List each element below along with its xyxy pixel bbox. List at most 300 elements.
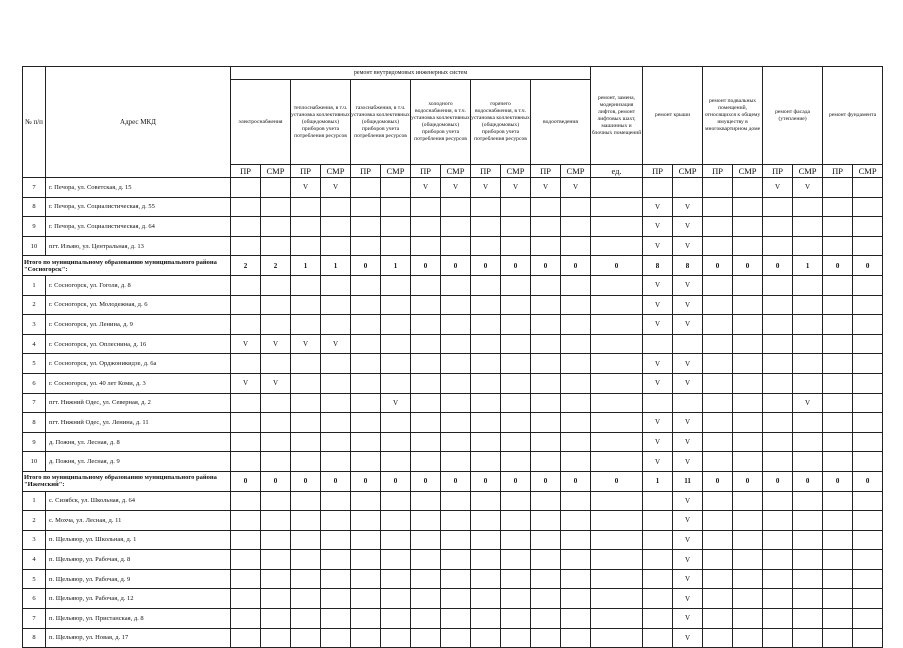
mark-cell xyxy=(291,275,321,295)
total-value-cell: 0 xyxy=(591,471,643,491)
mark-cell xyxy=(381,178,411,198)
mark-cell xyxy=(501,569,531,589)
row-number: 3 xyxy=(23,315,46,335)
address-cell: г. Сосногорск, ул. Гоголя, д. 8 xyxy=(46,275,231,295)
mark-cell xyxy=(351,275,381,295)
row-number: 1 xyxy=(23,491,46,511)
table-row xyxy=(23,530,883,550)
mark-cell xyxy=(591,609,643,629)
mark-cell xyxy=(793,373,823,393)
total-value-cell: 0 xyxy=(411,471,441,491)
mark-cell xyxy=(853,550,883,570)
mark-cell xyxy=(853,413,883,433)
mark-cell: V xyxy=(673,530,703,550)
mark-cell xyxy=(501,315,531,335)
mark-cell xyxy=(703,530,733,550)
mark-cell xyxy=(531,511,561,531)
mark-cell xyxy=(501,373,531,393)
mark-cell xyxy=(411,628,441,648)
row-number: 2 xyxy=(23,511,46,531)
mark-cell xyxy=(733,569,763,589)
total-value-cell: 0 xyxy=(591,256,643,276)
row-number: 4 xyxy=(23,550,46,570)
mark-cell xyxy=(291,452,321,472)
total-value-cell: 0 xyxy=(823,471,853,491)
mark-cell xyxy=(231,530,261,550)
mark-cell xyxy=(471,432,501,452)
table-row xyxy=(23,452,883,472)
mark-cell: V xyxy=(673,452,703,472)
mark-cell xyxy=(733,413,763,433)
mark-cell xyxy=(321,609,351,629)
total-value-cell: 0 xyxy=(261,471,291,491)
total-value-cell: 0 xyxy=(321,471,351,491)
mark-cell xyxy=(351,609,381,629)
mark-cell xyxy=(561,530,591,550)
mark-cell xyxy=(591,530,643,550)
mark-cell xyxy=(531,217,561,237)
mark-cell xyxy=(561,550,591,570)
mark-cell xyxy=(231,178,261,198)
mark-cell xyxy=(853,569,883,589)
mark-cell: V xyxy=(321,334,351,354)
mark-cell xyxy=(733,511,763,531)
mark-cell xyxy=(561,569,591,589)
mark-cell xyxy=(351,334,381,354)
foundation-header: ремонт фундамента xyxy=(823,67,883,165)
mark-cell: V xyxy=(673,491,703,511)
mark-cell xyxy=(591,589,643,609)
mark-cell xyxy=(291,589,321,609)
total-value-cell: 1 xyxy=(321,256,351,276)
mark-cell xyxy=(733,609,763,629)
lift-header: ремонт, замена, модернизация лифтов, ремонт лифтовых шахт, машинных и блочных помещений xyxy=(591,67,643,165)
mark-cell: V xyxy=(471,178,501,198)
mark-cell xyxy=(291,413,321,433)
mark-cell: V xyxy=(673,413,703,433)
mark-cell xyxy=(231,315,261,335)
total-value-cell: 0 xyxy=(471,256,501,276)
mark-cell xyxy=(261,178,291,198)
mark-cell xyxy=(763,413,793,433)
mark-cell xyxy=(763,275,793,295)
total-value-cell: 0 xyxy=(733,256,763,276)
work-schedule-table xyxy=(22,66,883,648)
mark-cell xyxy=(853,295,883,315)
mark-cell xyxy=(231,609,261,629)
row-number: 10 xyxy=(23,452,46,472)
sewerage-header: водоотведения xyxy=(531,80,591,165)
mark-cell xyxy=(351,236,381,256)
mark-cell xyxy=(261,393,291,413)
mark-cell xyxy=(591,373,643,393)
mark-cell xyxy=(231,275,261,295)
mark-cell xyxy=(531,295,561,315)
unit-header-facade-1: СМР xyxy=(793,165,823,178)
mark-cell xyxy=(441,511,471,531)
mark-cell xyxy=(853,334,883,354)
mark-cell xyxy=(441,491,471,511)
mark-cell xyxy=(853,491,883,511)
mark-cell xyxy=(591,275,643,295)
address-cell: п. Щельяюр, ул. Новая, д. 17 xyxy=(46,628,231,648)
mark-cell xyxy=(733,628,763,648)
mark-cell xyxy=(823,530,853,550)
unit-header-cold-1: СМР xyxy=(441,165,471,178)
mark-cell xyxy=(321,354,351,374)
mark-cell: V xyxy=(561,178,591,198)
table-row xyxy=(23,354,883,374)
table-body xyxy=(23,178,883,648)
mark-cell xyxy=(591,432,643,452)
mark-cell: V xyxy=(673,315,703,335)
mark-cell xyxy=(471,354,501,374)
mark-cell xyxy=(823,334,853,354)
mark-cell xyxy=(381,197,411,217)
row-number: 1 xyxy=(23,275,46,295)
mark-cell xyxy=(321,236,351,256)
mark-cell xyxy=(411,432,441,452)
total-value-cell: 0 xyxy=(381,471,411,491)
mark-cell xyxy=(441,354,471,374)
row-number: 7 xyxy=(23,393,46,413)
mark-cell xyxy=(793,530,823,550)
table-row xyxy=(23,589,883,609)
mark-cell xyxy=(531,628,561,648)
mark-cell: V xyxy=(673,569,703,589)
mark-cell xyxy=(853,217,883,237)
total-label: Итого по муниципальному образованию муниципального района "Ижемский": xyxy=(23,471,231,491)
mark-cell: V xyxy=(643,452,673,472)
mark-cell: V xyxy=(793,178,823,198)
mark-cell xyxy=(291,628,321,648)
mark-cell xyxy=(381,432,411,452)
mark-cell xyxy=(501,530,531,550)
mark-cell xyxy=(853,530,883,550)
mark-cell: V xyxy=(643,354,673,374)
gas-header: газоснабжения, в т.ч. установка коллективных (общедомовых) приборов учета потребления ресурсов xyxy=(351,80,411,165)
mark-cell xyxy=(441,197,471,217)
mark-cell xyxy=(793,315,823,335)
engineering-systems-group-header: ремонт внутридомовых инженерных систем xyxy=(231,67,591,80)
mark-cell xyxy=(501,550,531,570)
mark-cell xyxy=(591,354,643,374)
mark-cell xyxy=(703,275,733,295)
mark-cell xyxy=(261,589,291,609)
mark-cell xyxy=(441,628,471,648)
mark-cell xyxy=(231,452,261,472)
mark-cell xyxy=(471,393,501,413)
mark-cell xyxy=(763,236,793,256)
row-number: 9 xyxy=(23,432,46,452)
total-value-cell: 0 xyxy=(471,471,501,491)
total-value-cell: 0 xyxy=(561,471,591,491)
total-value-cell: 8 xyxy=(643,256,673,276)
row-number: 10 xyxy=(23,236,46,256)
mark-cell: V xyxy=(291,178,321,198)
mark-cell xyxy=(793,452,823,472)
mark-cell xyxy=(441,413,471,433)
mark-cell xyxy=(823,178,853,198)
row-number-header: № п/п xyxy=(23,67,46,178)
mark-cell xyxy=(823,511,853,531)
mark-cell xyxy=(763,609,793,629)
unit-header-sewer-0: ПР xyxy=(531,165,561,178)
mark-cell xyxy=(441,295,471,315)
mark-cell xyxy=(853,373,883,393)
row-number: 5 xyxy=(23,569,46,589)
total-label: Итого по муниципальному образованию муниципального района "Сосногорск": xyxy=(23,256,231,276)
hot-water-header: горячего водоснабжения, в т.ч. установка коллективных (общедомовых) приборов учета потребления ресурсов xyxy=(471,80,531,165)
facade-header: ремонт фасада (утепление) xyxy=(763,67,823,165)
mark-cell xyxy=(501,236,531,256)
mark-cell xyxy=(501,217,531,237)
mark-cell xyxy=(501,628,531,648)
mark-cell xyxy=(763,354,793,374)
mark-cell xyxy=(291,295,321,315)
mark-cell xyxy=(261,569,291,589)
mark-cell xyxy=(703,197,733,217)
mark-cell xyxy=(823,491,853,511)
mark-cell xyxy=(793,609,823,629)
mark-cell xyxy=(441,275,471,295)
mark-cell xyxy=(591,178,643,198)
mark-cell xyxy=(411,295,441,315)
mark-cell xyxy=(531,589,561,609)
mark-cell xyxy=(261,530,291,550)
mark-cell xyxy=(763,393,793,413)
mark-cell xyxy=(703,217,733,237)
mark-cell xyxy=(381,589,411,609)
mark-cell xyxy=(703,295,733,315)
mark-cell xyxy=(733,530,763,550)
mark-cell xyxy=(531,491,561,511)
total-value-cell: 0 xyxy=(561,256,591,276)
mark-cell: V xyxy=(381,393,411,413)
mark-cell xyxy=(441,373,471,393)
mark-cell xyxy=(381,569,411,589)
mark-cell xyxy=(733,491,763,511)
mark-cell xyxy=(291,315,321,335)
mark-cell xyxy=(231,432,261,452)
total-value-cell: 0 xyxy=(531,256,561,276)
mark-cell: V xyxy=(673,609,703,629)
mark-cell xyxy=(261,413,291,433)
table-row xyxy=(23,315,883,335)
mark-cell xyxy=(261,452,291,472)
mark-cell xyxy=(763,373,793,393)
mark-cell xyxy=(643,530,673,550)
unit-header-heat-1: СМР xyxy=(321,165,351,178)
table-row xyxy=(23,413,883,433)
table-row xyxy=(23,295,883,315)
mark-cell xyxy=(733,432,763,452)
mark-cell xyxy=(471,334,501,354)
mark-cell xyxy=(471,217,501,237)
mark-cell xyxy=(471,197,501,217)
mark-cell xyxy=(531,197,561,217)
unit-header-base-1: СМР xyxy=(733,165,763,178)
mark-cell xyxy=(733,393,763,413)
mark-cell xyxy=(261,217,291,237)
mark-cell xyxy=(823,373,853,393)
mark-cell xyxy=(501,491,531,511)
cold-water-header: холодного водоснабжения, в т.ч. установка коллективных (общедомовых) приборов учета потребления ресурсов xyxy=(411,80,471,165)
mark-cell xyxy=(823,236,853,256)
table-row xyxy=(23,550,883,570)
table-row xyxy=(23,236,883,256)
mark-cell xyxy=(291,197,321,217)
mark-cell xyxy=(411,530,441,550)
mark-cell xyxy=(591,569,643,589)
mark-cell xyxy=(321,511,351,531)
mark-cell: V xyxy=(643,315,673,335)
address-cell: д. Пожня, ул. Лесная, д. 9 xyxy=(46,452,231,472)
total-value-cell: 0 xyxy=(441,471,471,491)
mark-cell xyxy=(703,236,733,256)
mark-cell xyxy=(703,334,733,354)
roof-header: ремонт крыши xyxy=(643,67,703,165)
mark-cell xyxy=(823,550,853,570)
total-value-cell: 0 xyxy=(291,471,321,491)
row-number: 7 xyxy=(23,178,46,198)
mark-cell xyxy=(321,315,351,335)
mark-cell: V xyxy=(643,217,673,237)
mark-cell xyxy=(411,413,441,433)
total-value-cell: 0 xyxy=(231,471,261,491)
mark-cell xyxy=(733,178,763,198)
mark-cell xyxy=(411,315,441,335)
table-row xyxy=(23,275,883,295)
mark-cell xyxy=(823,295,853,315)
mark-cell: V xyxy=(291,334,321,354)
mark-cell xyxy=(501,295,531,315)
mark-cell xyxy=(561,373,591,393)
unit-header-base-0: ПР xyxy=(703,165,733,178)
mark-cell xyxy=(561,197,591,217)
mark-cell xyxy=(321,530,351,550)
mark-cell xyxy=(853,275,883,295)
mark-cell: V xyxy=(673,236,703,256)
total-value-cell: 2 xyxy=(261,256,291,276)
mark-cell xyxy=(351,197,381,217)
mark-cell xyxy=(351,373,381,393)
address-cell: г. Сосногорск, ул. Молодежная, д. 6 xyxy=(46,295,231,315)
total-value-cell: 0 xyxy=(823,256,853,276)
mark-cell: V xyxy=(673,275,703,295)
mark-cell xyxy=(591,236,643,256)
mark-cell xyxy=(261,550,291,570)
mark-cell xyxy=(643,609,673,629)
mark-cell xyxy=(231,589,261,609)
mark-cell xyxy=(733,550,763,570)
mark-cell xyxy=(291,550,321,570)
mark-cell xyxy=(501,452,531,472)
mark-cell xyxy=(351,295,381,315)
address-header: Адрес МКД xyxy=(46,67,231,178)
electricity-header: электроснабжения xyxy=(231,80,291,165)
mark-cell xyxy=(763,628,793,648)
mark-cell xyxy=(793,569,823,589)
total-row xyxy=(23,256,883,276)
mark-cell xyxy=(793,550,823,570)
mark-cell xyxy=(501,609,531,629)
mark-cell: V xyxy=(643,373,673,393)
total-value-cell: 2 xyxy=(231,256,261,276)
mark-cell xyxy=(531,432,561,452)
unit-header-elec-1: СМР xyxy=(261,165,291,178)
mark-cell xyxy=(531,315,561,335)
table-row xyxy=(23,491,883,511)
mark-cell xyxy=(733,589,763,609)
mark-cell xyxy=(291,217,321,237)
mark-cell xyxy=(853,197,883,217)
mark-cell xyxy=(351,315,381,335)
mark-cell xyxy=(471,550,501,570)
mark-cell xyxy=(441,569,471,589)
table-row xyxy=(23,334,883,354)
mark-cell xyxy=(853,432,883,452)
mark-cell xyxy=(471,413,501,433)
mark-cell xyxy=(261,275,291,295)
mark-cell xyxy=(381,530,411,550)
mark-cell xyxy=(351,354,381,374)
mark-cell xyxy=(703,589,733,609)
mark-cell xyxy=(853,452,883,472)
unit-header-elec-0: ПР xyxy=(231,165,261,178)
mark-cell xyxy=(501,197,531,217)
table-row xyxy=(23,373,883,393)
address-cell: п. Щельяюр, ул. Рабочая, д. 8 xyxy=(46,550,231,570)
mark-cell xyxy=(351,569,381,589)
mark-cell xyxy=(673,334,703,354)
mark-cell xyxy=(823,413,853,433)
mark-cell xyxy=(643,628,673,648)
mark-cell xyxy=(321,432,351,452)
mark-cell xyxy=(793,628,823,648)
mark-cell xyxy=(261,609,291,629)
mark-cell xyxy=(441,609,471,629)
mark-cell xyxy=(703,315,733,335)
mark-cell xyxy=(643,569,673,589)
mark-cell: V xyxy=(643,197,673,217)
row-number: 7 xyxy=(23,609,46,629)
mark-cell xyxy=(351,413,381,433)
mark-cell xyxy=(411,217,441,237)
mark-cell xyxy=(291,530,321,550)
address-cell: г. Сосногорск, ул. 40 лет Коми, д. 3 xyxy=(46,373,231,393)
unit-header-roof-1: СМР xyxy=(673,165,703,178)
mark-cell xyxy=(351,511,381,531)
mark-cell xyxy=(703,354,733,374)
mark-cell xyxy=(763,511,793,531)
total-value-cell: 11 xyxy=(673,471,703,491)
mark-cell xyxy=(381,373,411,393)
address-cell: г. Сосногорск, ул. Ленина, д. 9 xyxy=(46,315,231,335)
total-value-cell: 0 xyxy=(441,256,471,276)
mark-cell xyxy=(823,197,853,217)
mark-cell xyxy=(763,315,793,335)
row-number: 9 xyxy=(23,217,46,237)
mark-cell xyxy=(291,609,321,629)
total-value-cell: 1 xyxy=(291,256,321,276)
mark-cell xyxy=(591,413,643,433)
mark-cell xyxy=(591,511,643,531)
mark-cell: V xyxy=(261,334,291,354)
mark-cell xyxy=(411,452,441,472)
mark-cell xyxy=(703,491,733,511)
mark-cell xyxy=(591,628,643,648)
